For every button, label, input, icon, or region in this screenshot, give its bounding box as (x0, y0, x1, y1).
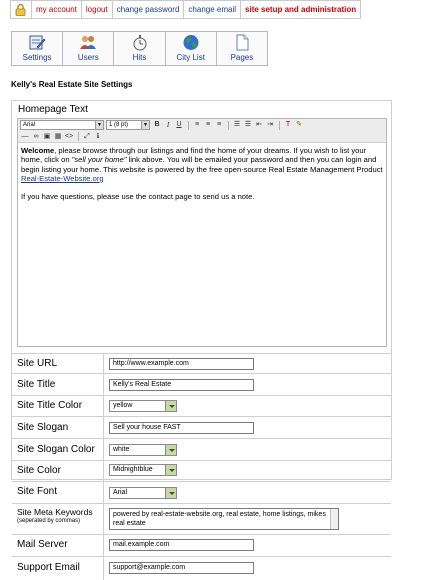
tab-hits-label: Hits (132, 53, 147, 62)
link-icon[interactable]: ∞ (33, 132, 39, 140)
site-url-label: Site URL (17, 358, 58, 369)
underline-button[interactable]: U (176, 121, 182, 128)
site-title-label: Site Title (17, 379, 56, 390)
hits-stopwatch-icon (131, 34, 149, 51)
tab-settings[interactable] (12, 32, 63, 65)
homepage-text-content[interactable] (19, 144, 385, 203)
account-menu (10, 0, 361, 19)
sell-your-home-text: "sell your home" (71, 155, 127, 165)
chevron-down-icon (165, 445, 176, 455)
chevron-down-icon (165, 465, 176, 475)
site-meta-keywords-value: powered by real-estate-website.org, real estate, home listings, mikes real estate (113, 511, 326, 527)
lock-cell (11, 1, 31, 18)
site-meta-keywords-row (12, 503, 391, 534)
real-estate-website-link[interactable]: Real-Estate-Website.org (21, 173, 104, 183)
site-title-color-label: Site Title Color (17, 400, 83, 411)
site-setup-link[interactable]: site setup and administration (240, 1, 360, 18)
lock-icon (15, 3, 26, 16)
fullscreen-icon[interactable]: ⤢ (84, 132, 90, 140)
tab-users-label: Users (77, 53, 99, 62)
site-slogan-color-select[interactable] (109, 444, 177, 456)
site-slogan-color-row (12, 438, 391, 460)
site-slogan-label: Site Slogan (17, 422, 69, 433)
support-email-input[interactable]: support@example.com (109, 562, 254, 574)
table-icon[interactable]: ▦ (54, 132, 62, 140)
indent-icon[interactable]: ⇥ (267, 121, 273, 128)
highlight-color-icon[interactable]: ✎ (296, 121, 302, 128)
font-family-select[interactable]: Arial ▼ (20, 120, 104, 130)
font-size-value: 1 (8 pt) (109, 122, 129, 128)
align-left-icon[interactable]: ≡ (194, 121, 200, 128)
editor-toolbar-top (18, 119, 386, 131)
site-meta-keywords-title: Site Meta Keywords (17, 507, 93, 517)
page-icon (233, 34, 251, 51)
site-url-row (12, 353, 391, 373)
globe-icon (182, 34, 200, 51)
tab-users[interactable] (63, 32, 114, 65)
site-slogan-color-value: white (113, 446, 130, 453)
site-slogan-row (12, 416, 391, 438)
font-size-select[interactable]: 1 (8 pt) ▼ (106, 120, 150, 130)
chevron-down-icon (165, 488, 176, 498)
homepage-text-editor[interactable] (17, 118, 387, 347)
support-email-row (12, 556, 391, 580)
change-password-link[interactable]: change password (112, 1, 184, 18)
tab-city-list-label: City List (176, 53, 205, 62)
bold-button[interactable]: B (154, 121, 160, 128)
chevron-down-icon (165, 401, 176, 411)
tab-hits[interactable] (114, 32, 165, 65)
tab-pages[interactable] (217, 32, 267, 65)
site-color-value: Midnightblue (113, 466, 153, 473)
admin-tabs (11, 31, 268, 66)
site-slogan-color-label: Site Slogan Color (17, 444, 95, 455)
mail-server-input[interactable]: mail.example.com (109, 539, 254, 551)
mail-server-row (12, 534, 391, 556)
users-icon (79, 34, 97, 51)
site-font-value: Arial (113, 489, 128, 496)
tab-settings-label: Settings (22, 53, 52, 62)
site-color-row (12, 460, 391, 481)
homepage-paragraph-2: If you have questions, please use the contact page to send us a note. (21, 192, 255, 202)
site-slogan-input[interactable]: Sell your house FAST (109, 422, 254, 434)
site-color-label: Site Color (17, 465, 61, 476)
settings-icon (28, 34, 46, 51)
align-center-icon[interactable]: ≡ (205, 121, 211, 128)
font-family-value: Arial (23, 122, 36, 128)
site-font-label: Site Font (17, 486, 58, 497)
tab-pages-label: Pages (230, 53, 254, 62)
tab-city-list[interactable] (166, 32, 217, 65)
ordered-list-icon[interactable]: ☰ (233, 121, 241, 128)
homepage-text-label: Homepage Text (18, 104, 88, 115)
textarea-scrollbar[interactable] (330, 509, 338, 529)
site-title-input[interactable]: Kelly's Real Estate (109, 379, 254, 391)
site-meta-keywords-label (17, 507, 93, 525)
page-title: Kelly's Real Estate Site Settings (11, 80, 133, 89)
mail-server-label: Mail Server (17, 539, 68, 550)
image-icon[interactable]: ▣ (43, 132, 51, 140)
unordered-list-icon[interactable]: ☰ (244, 121, 252, 128)
my-account-link[interactable]: my account (31, 1, 81, 18)
site-meta-keywords-textarea[interactable] (109, 508, 339, 530)
outdent-icon[interactable]: ⇤ (256, 121, 262, 128)
site-color-select[interactable] (109, 464, 177, 476)
italic-button[interactable]: I (166, 121, 170, 129)
align-right-icon[interactable]: ≡ (216, 121, 222, 128)
html-source-icon[interactable]: <> (64, 132, 74, 140)
horizontal-rule-icon[interactable]: — (21, 132, 29, 140)
site-url-input[interactable]: http://www.example.com (109, 358, 254, 370)
settings-table (11, 100, 392, 573)
welcome-text: Welcome (21, 146, 55, 155)
about-icon[interactable]: ℹ (96, 132, 100, 140)
change-email-link[interactable]: change email (183, 1, 240, 18)
homepage-text-part-2: link above. You will be emailed your password and then you can login and begin listing your home. This website is powered by the free open-source Real Estate Management Product (21, 155, 383, 174)
site-title-color-row (12, 395, 391, 416)
site-font-select[interactable] (109, 487, 177, 499)
site-font-row (12, 481, 391, 503)
text-color-icon[interactable]: T (285, 121, 291, 128)
site-title-color-value: yellow (113, 402, 133, 409)
editor-toolbar-bottom (18, 131, 386, 143)
homepage-paragraph-1 (21, 146, 383, 183)
homepage-text-part-1: , please browse through our listings and find the home of your dreams. If you wish to list your home, click on (21, 146, 367, 165)
support-email-label: Support Email (17, 562, 80, 573)
site-title-row (12, 373, 391, 395)
site-meta-keywords-hint: (seperated by commas) (17, 518, 81, 524)
logout-link[interactable]: logout (81, 1, 112, 18)
site-title-color-select[interactable] (109, 400, 177, 412)
